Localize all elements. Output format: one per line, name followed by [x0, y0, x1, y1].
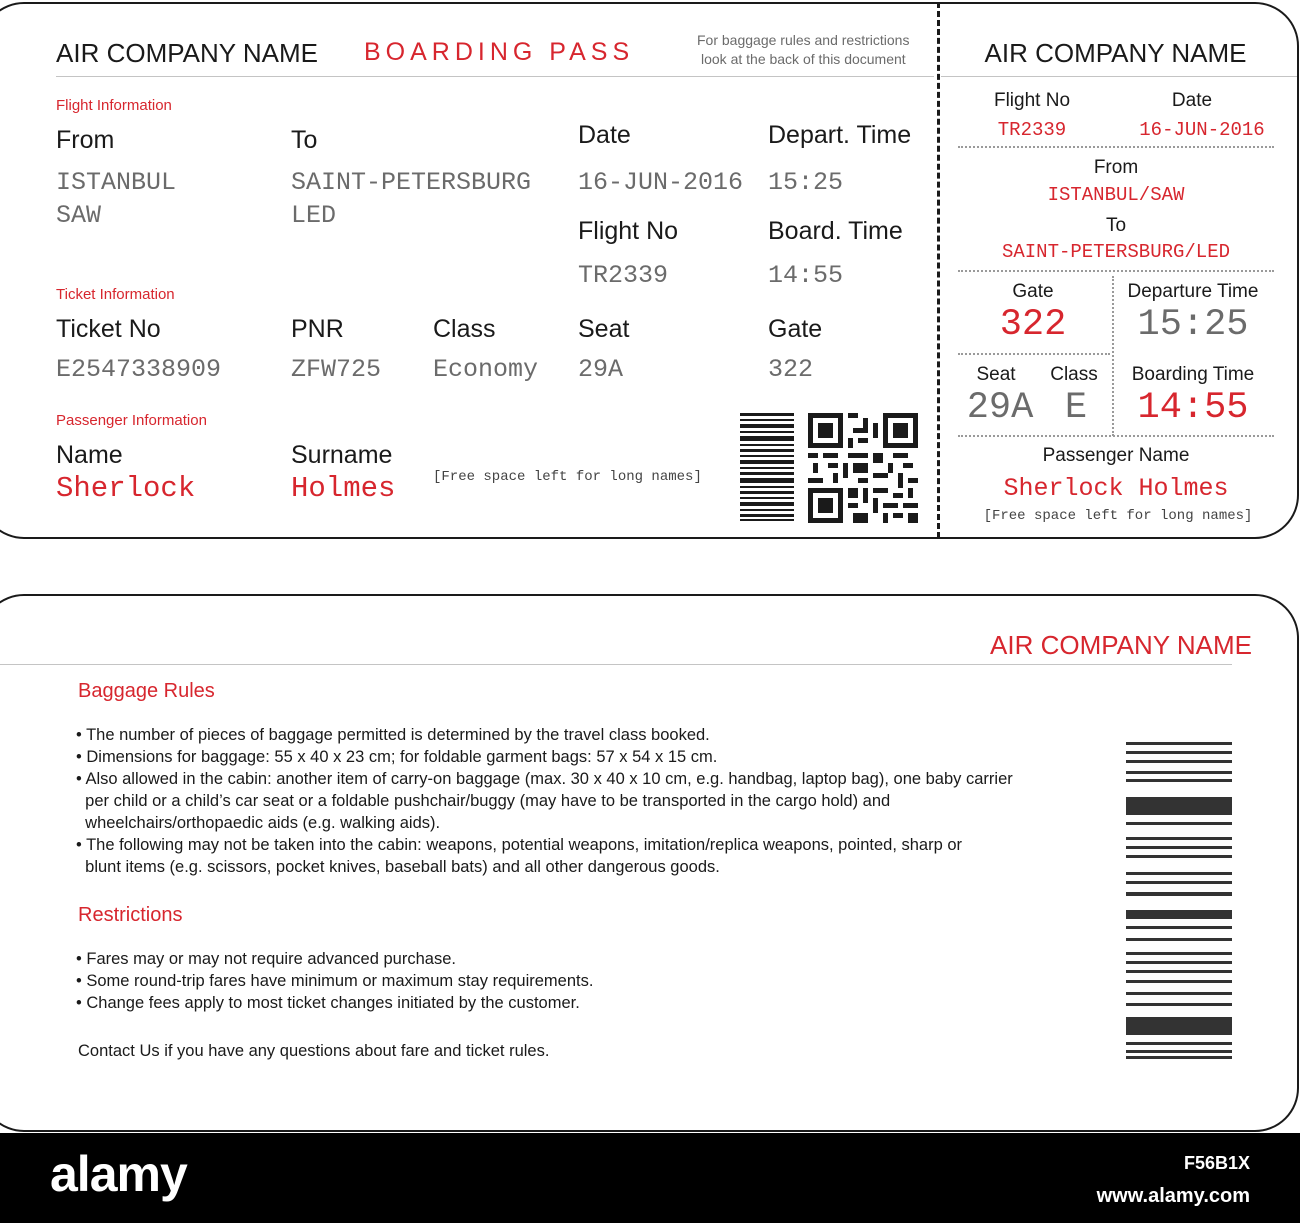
board-time-label: Board. Time — [768, 217, 903, 245]
name-label: Name — [56, 441, 123, 469]
qr-code — [808, 413, 918, 523]
date-label: Date — [578, 121, 631, 149]
watermark-footer — [0, 1133, 1300, 1223]
stub-date-label: Date — [1171, 90, 1213, 111]
back-header-divider — [0, 664, 1232, 665]
stub-divider-3 — [958, 353, 1110, 355]
stub-flight-no: TR2339 — [997, 119, 1067, 141]
baggage-rule-line: • Dimensions for baggage: 55 x 40 x 23 cm; for foldable garment bags: 57 x 54 x 15 cm. — [76, 748, 718, 766]
stub-to: SAINT-PETERSBURG/LED — [1001, 241, 1231, 263]
surname-value: Holmes — [291, 472, 396, 505]
flight-no-label: Flight No — [578, 217, 679, 245]
ticket-no-label: Ticket No — [56, 315, 161, 343]
footer-url: www.alamy.com — [1096, 1185, 1250, 1207]
stub-passenger: Sherlock Holmes — [1003, 474, 1229, 503]
restriction-line: • Fares may or may not require advanced purchase. — [76, 950, 456, 968]
baggage-note-1: For baggage rules and restrictions — [697, 32, 910, 48]
stub-class: E — [1064, 387, 1088, 429]
seat-value: 29A — [578, 355, 624, 384]
gate-value: 322 — [768, 355, 814, 384]
stub-free-space-note: [Free space left for long names] — [983, 508, 1253, 524]
baggage-rule-line: • Also allowed in the cabin: another item of carry-on baggage (max. 30 x 40 x 10 cm, e.g. handbag, laptop bag), one baby carrier — [76, 770, 1013, 788]
date-value: 16-JUN-2016 — [578, 168, 744, 197]
to-code: LED — [291, 201, 337, 230]
header-divider — [56, 76, 934, 77]
stub-class-label: Class — [1050, 364, 1098, 385]
baggage-rule-line: wheelchairs/orthopaedic aids (e.g. walking aids). — [76, 814, 441, 832]
stub-seat: 29A — [966, 387, 1034, 429]
stub-seat-label: Seat — [976, 364, 1016, 385]
stub-date: 16-JUN-2016 — [1139, 119, 1265, 141]
tear-line — [937, 2, 940, 538]
baggage-rule-line: • The following may not be taken into the cabin: weapons, potential weapons, imitation/replica weapons, pointed, sharp or — [76, 836, 963, 854]
pnr-label: PNR — [291, 315, 344, 343]
stub-header-divider — [941, 76, 1297, 77]
barcode-back — [1126, 742, 1234, 1060]
pnr-value: ZFW725 — [291, 355, 382, 384]
footer-image-id: F56B1X — [1183, 1153, 1250, 1173]
class-value: Economy — [433, 355, 539, 384]
flight-no-value: TR2339 — [578, 261, 669, 290]
stub-boarding: 14:55 — [1137, 387, 1249, 429]
stub-passenger-label: Passenger Name — [1042, 445, 1190, 466]
section-passenger-info: Passenger Information — [56, 412, 207, 429]
ticket-no-value: E2547338909 — [56, 355, 222, 384]
stub-gate: 322 — [999, 304, 1067, 346]
baggage-rule-line: blunt items (e.g. scissors, pocket knives, baseball bats) and all other dangerous goods. — [76, 858, 720, 876]
stub-from: ISTANBUL/SAW — [1047, 184, 1185, 206]
boarding-pass-title: BOARDING PASS — [364, 38, 635, 66]
board-time-value: 14:55 — [768, 261, 844, 290]
from-label: From — [56, 126, 115, 154]
stub-company-name: AIR COMPANY NAME — [984, 38, 1247, 68]
section-ticket-info: Ticket Information — [56, 286, 175, 303]
barcode-front — [740, 413, 798, 523]
to-city: SAINT-PETERSBURG — [291, 168, 532, 197]
stub-to-label: To — [1105, 215, 1127, 236]
gate-label: Gate — [768, 315, 823, 343]
surname-label: Surname — [291, 441, 393, 469]
stub-from-label: From — [1093, 157, 1139, 178]
restrictions-list — [76, 948, 593, 1014]
footer-brand: alamy — [50, 1146, 187, 1202]
section-flight-info: Flight Information — [56, 97, 172, 114]
restrictions-title: Restrictions — [78, 904, 183, 926]
stub-gate-label: Gate — [1012, 281, 1054, 302]
baggage-rule-line: per child or a child’s car seat or a foldable pushchair/buggy (may have to be transported in the cargo hold) and — [76, 792, 891, 810]
stub-departure: 15:25 — [1137, 304, 1249, 346]
baggage-rules-list — [76, 724, 1013, 878]
from-code: SAW — [56, 201, 102, 230]
baggage-rule-line: • The number of pieces of baggage permitted is determined by the travel class booked. — [76, 726, 710, 744]
to-label: To — [291, 126, 318, 154]
name-value: Sherlock — [56, 472, 196, 505]
seat-label: Seat — [578, 315, 630, 343]
restriction-line: • Some round-trip fares have minimum or maximum stay requirements. — [76, 972, 594, 990]
company-name: AIR COMPANY NAME — [56, 38, 318, 68]
contact-note: Contact Us if you have any questions about fare and ticket rules. — [78, 1042, 550, 1060]
back-company-name: AIR COMPANY NAME — [990, 630, 1252, 660]
depart-time-value: 15:25 — [768, 168, 844, 197]
baggage-note-2: look at the back of this document — [701, 51, 906, 67]
stub-divider-1 — [958, 146, 1274, 148]
class-label: Class — [433, 315, 496, 343]
stub-flight-no-label: Flight No — [993, 90, 1071, 111]
baggage-rules-title: Baggage Rules — [78, 680, 215, 702]
stub-departure-label: Departure Time — [1127, 281, 1259, 302]
stub-divider-4 — [958, 435, 1274, 437]
free-space-note: [Free space left for long names] — [433, 469, 702, 485]
depart-time-label: Depart. Time — [768, 121, 912, 149]
stub-boarding-label: Boarding Time — [1131, 364, 1255, 385]
restriction-line: • Change fees apply to most ticket changes initiated by the customer. — [76, 994, 580, 1012]
stub-divider-2 — [958, 270, 1274, 272]
from-city: ISTANBUL — [56, 168, 177, 197]
